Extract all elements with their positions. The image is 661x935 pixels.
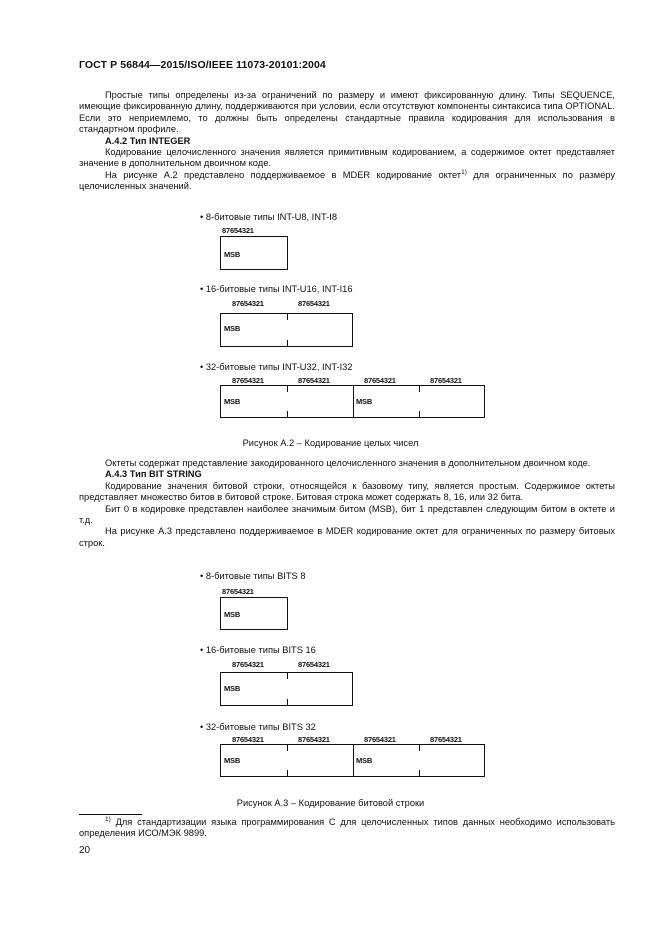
bit-order-label: 87654321	[364, 376, 396, 385]
bitstring-block	[79, 458, 615, 549]
bit-order-label: 87654321	[364, 735, 396, 744]
bit-order-label: 87654321	[232, 376, 264, 385]
msb-label: MSB	[224, 250, 241, 259]
figure-a2-caption: Рисунок А.2 – Кодирование целых чисел	[242, 438, 419, 448]
bit-order-label: 87654321	[298, 376, 330, 385]
figure-a2-item-8bit	[200, 212, 337, 223]
msb-label: MSB	[356, 397, 373, 406]
bit-order-label: 87654321	[232, 735, 264, 744]
figure-a3-bullet-16bit: • 16-битовые типы BITS 16	[200, 645, 316, 655]
section-heading-bitstring: А.4.3 Тип BIT STRING	[105, 469, 202, 480]
bit-order-label: 87654321	[232, 299, 264, 308]
footnote-text: Для стандартизации языка программирования С для целочисленных типов данных необходимо использовать определения ИСО/МЭК 9899.	[79, 817, 615, 839]
octet-box-bits16	[220, 672, 353, 706]
octet-box-int8	[220, 236, 288, 270]
document-header: ГОСТ Р 56844—2015/ISO/IEEE 11073-20101:2004	[79, 59, 326, 71]
bit-order-label: 87654321	[232, 660, 264, 669]
msb-label: MSB	[224, 397, 241, 406]
figure-a2-item-16bit	[200, 284, 353, 295]
msb-label: MSB	[356, 756, 373, 765]
bitstring-paragraph-3: На рисунке А.3 представлено поддерживаемое в MDER кодирование октет для ограниченных по размеру битовых строк.	[79, 526, 615, 548]
bit-order-label: 87654321	[298, 660, 330, 669]
figure-a3-item-16bit	[200, 645, 316, 656]
figure-a3-bullet-8bit: • 8-битовые типы BITS 8	[200, 571, 306, 581]
figure-a2-item-32bit	[200, 362, 353, 373]
bit-order-label: 87654321	[298, 299, 330, 308]
msb-label: MSB	[224, 756, 241, 765]
octet-box-int16	[220, 313, 353, 347]
intro-block	[79, 90, 615, 193]
bitstring-paragraph-2: Бит 0 в кодировке представлен наиболее значимым битом (MSB), бит 1 представлен следующим битом в октете и т.д.	[79, 503, 615, 526]
octet-box-bits32	[220, 744, 485, 777]
bit-order-label: 87654321	[430, 376, 462, 385]
figure-a3-bullet-32bit: • 32-битовые типы BITS 32	[200, 722, 316, 732]
footnote-marker: 1)	[105, 815, 111, 823]
figure-a3-caption: Рисунок А.3 – Кодирование битовой строки	[236, 798, 425, 808]
figure-a3-item-32bit	[200, 722, 316, 733]
integer-paragraph-1: Кодирование целочисленного значения является примитивным кодированием, а содержимое октет представляет значение в дополнительном двоичном коде.	[79, 147, 615, 169]
footnote-divider	[79, 814, 142, 815]
section-heading-integer: А.4.2 Тип INTEGER	[105, 135, 191, 146]
bit-order-label: 87654321	[222, 226, 254, 235]
msb-label: MSB	[224, 684, 241, 693]
bit-order-label: 87654321	[298, 735, 330, 744]
footnote	[79, 817, 615, 840]
intro-paragraph: Простые типы определены из-за ограничений по размеру и имеют фиксированную длину. Типы SEQUENCE, имеющие фиксированную длину, поддерживаются при условии, если отсутствуют компоненты синтаксиса типа OPTIONAL. Если это неприемлемо, то должны быть определены стандартные правила кодирования для использования в стандартном профиле.	[79, 90, 615, 135]
bit-order-label: 87654321	[222, 587, 254, 596]
page-number: 20	[79, 845, 91, 856]
bit-order-label: 87654321	[430, 735, 462, 744]
figure-a2-bullet-32bit: • 32-битовые типы INT-U32, INT-I32	[200, 362, 353, 372]
integer-paragraph-2: На рисунке А.2 представлено поддерживаемое в MDER кодирование октет$^{1)}$ для ограниченных по размеру целочисленных значений.	[79, 168, 615, 192]
bitstring-paragraph-1: Кодирование значения битовой строки, относящейся к базовому типу, является простым. Содержимое октеты представляет множество битов в битовой строке. Битовая строка может содержать 8, 16, или 32 бита.	[79, 480, 615, 503]
footnote-ref: 1)	[461, 168, 467, 176]
octet-box-bits8	[220, 597, 288, 630]
figure-a2-bullet-16bit: • 16-битовые типы INT-U16, INT-I16	[200, 284, 353, 294]
octet-box-int32	[220, 385, 485, 418]
msb-label: MSB	[224, 324, 241, 333]
octets-paragraph: Октеты содержат представление закодированного целочисленного значения в дополнительном двоичном коде.	[105, 458, 591, 468]
figure-a3-item-8bit	[200, 571, 306, 582]
figure-a2-bullet-8bit: • 8-битовые типы INT-U8, INT-I8	[200, 212, 337, 222]
msb-label: MSB	[224, 610, 241, 619]
